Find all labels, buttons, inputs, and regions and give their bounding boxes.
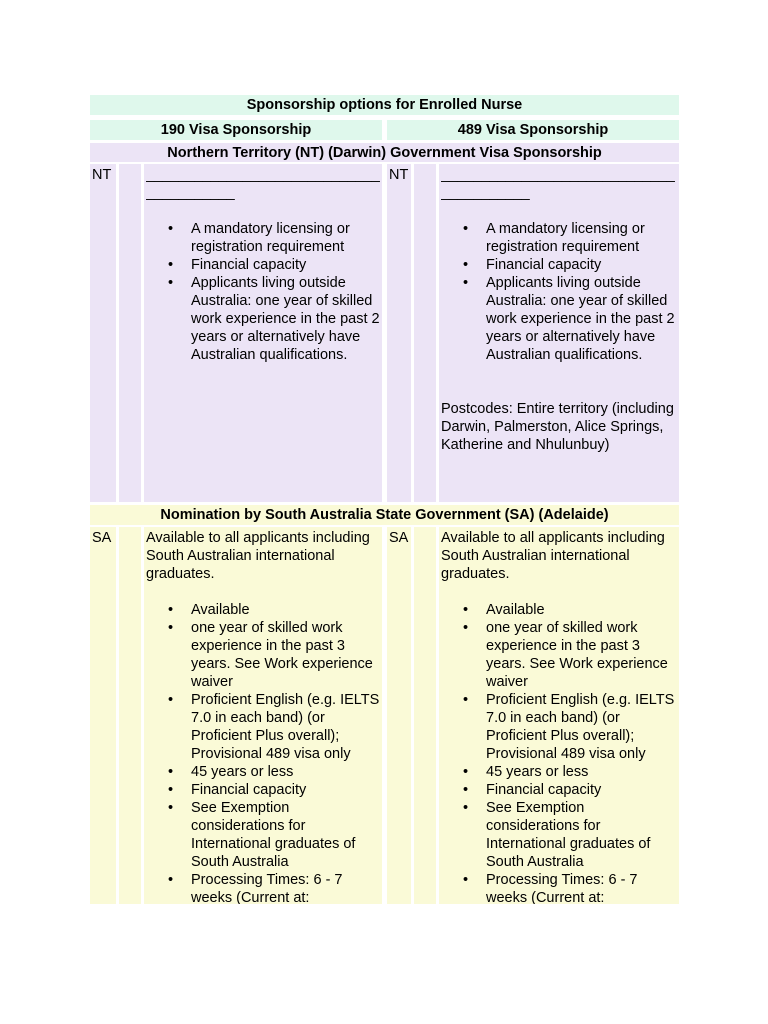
nt-spacer-right (414, 164, 436, 502)
bullet-icon: • (168, 620, 174, 636)
bullet-icon: • (463, 620, 469, 636)
nt-requirements-list-190 (146, 220, 382, 364)
bullet-icon: • (168, 257, 174, 273)
bullet-icon: • (463, 221, 469, 237)
list-item: • Processing Times: 6 - 7 weeks (Current at: (168, 872, 343, 904)
sa-code-left (90, 527, 116, 904)
nt-postcodes: Postcodes: Entire territory (including Darwin, Palmerston, Alice Springs, Katherine and Nhulunbuy) (441, 401, 674, 453)
list-item: • one year of skilled work experience in the past 3 years. See Work experience waiver (168, 620, 373, 690)
nt-spacer-left (119, 164, 141, 502)
nt-underline-2-left: ___________ (146, 185, 235, 201)
sa-intro-489: Available to all applicants including South Australian international graduates. (441, 530, 665, 582)
sa-intro-190: Available to all applicants including South Australian international graduates. (146, 530, 370, 582)
bullet-icon: • (168, 602, 174, 618)
list-item: • Available (463, 602, 545, 618)
list-item: • Processing Times: 6 - 7 weeks (Current at: (463, 872, 638, 904)
list-item: • Proficient English (e.g. IELTS 7.0 in each band) (or Proficient Plus overall); Provisional 489 visa only (168, 692, 380, 762)
nt-section-heading: Northern Territory (NT) (Darwin) Government Visa Sponsorship (90, 143, 679, 162)
sa-spacer-right (414, 527, 436, 904)
bullet-icon: • (168, 275, 174, 291)
bullet-icon: • (463, 275, 469, 291)
bullet-icon: • (463, 800, 469, 816)
list-item: • one year of skilled work experience in the past 3 years. See Work experience waiver (463, 620, 668, 690)
list-item: • Financial capacity (463, 257, 602, 273)
list-item: • See Exemption considerations for International graduates of South Australia (168, 800, 356, 870)
nt-code-left (90, 164, 116, 502)
nt-code-right-text: NT (389, 167, 409, 183)
list-item: • Applicants living outside Australia: one year of skilled work experience in the past 2 years or alternatively have Australian qualifications. (168, 275, 380, 363)
list-item: • Proficient English (e.g. IELTS 7.0 in each band) (or Proficient Plus overall); Provisional 489 visa only (463, 692, 675, 762)
list-item: • Financial capacity (463, 782, 602, 798)
bullet-icon: • (463, 872, 469, 888)
sa-code-right-text: SA (389, 530, 409, 546)
nt-code-left-text: NT (92, 167, 112, 183)
sa-content-190 (144, 527, 382, 904)
list-item: • Available (168, 602, 250, 618)
bullet-icon: • (463, 764, 469, 780)
sa-code-left-text: SA (92, 530, 112, 546)
bullet-icon: • (168, 782, 174, 798)
list-item: • See Exemption considerations for International graduates of South Australia (463, 800, 651, 870)
list-item: • A mandatory licensing or registration requirement (463, 221, 645, 255)
sa-section-heading: Nomination by South Australia State Government (SA) (Adelaide) (90, 505, 679, 525)
sa-code-right (387, 527, 411, 904)
sa-spacer-left (119, 527, 141, 904)
nt-underline-2-right: ___________ (441, 185, 530, 201)
bullet-icon: • (168, 800, 174, 816)
nt-content-489 (439, 164, 679, 502)
sa-content-489 (439, 527, 679, 904)
list-item: • Financial capacity (168, 782, 307, 798)
column-header-489: 489 Visa Sponsorship (387, 120, 679, 140)
bullet-icon: • (463, 602, 469, 618)
nt-code-right (387, 164, 411, 502)
bullet-icon: • (168, 872, 174, 888)
list-item: • A mandatory licensing or registration requirement (168, 221, 350, 255)
list-item: • 45 years or less (463, 764, 589, 780)
nt-underline-1-left: _____________________________ (146, 167, 380, 183)
sa-requirements-list-190 (146, 601, 382, 904)
bullet-icon: • (463, 692, 469, 708)
nt-underline-1-right: _____________________________ (441, 167, 675, 183)
bullet-icon: • (463, 257, 469, 273)
nt-content-190 (144, 164, 382, 502)
list-item: • 45 years or less (168, 764, 294, 780)
sa-requirements-list-489 (441, 601, 679, 904)
table-title: Sponsorship options for Enrolled Nurse (90, 95, 679, 115)
bullet-icon: • (168, 221, 174, 237)
bullet-icon: • (463, 782, 469, 798)
column-header-190: 190 Visa Sponsorship (90, 120, 382, 140)
list-item: • Applicants living outside Australia: one year of skilled work experience in the past 2 years or alternatively have Australian qualifications. (463, 275, 675, 363)
list-item: • Financial capacity (168, 257, 307, 273)
nt-requirements-list-489 (441, 220, 679, 364)
bullet-icon: • (168, 764, 174, 780)
bullet-icon: • (168, 692, 174, 708)
